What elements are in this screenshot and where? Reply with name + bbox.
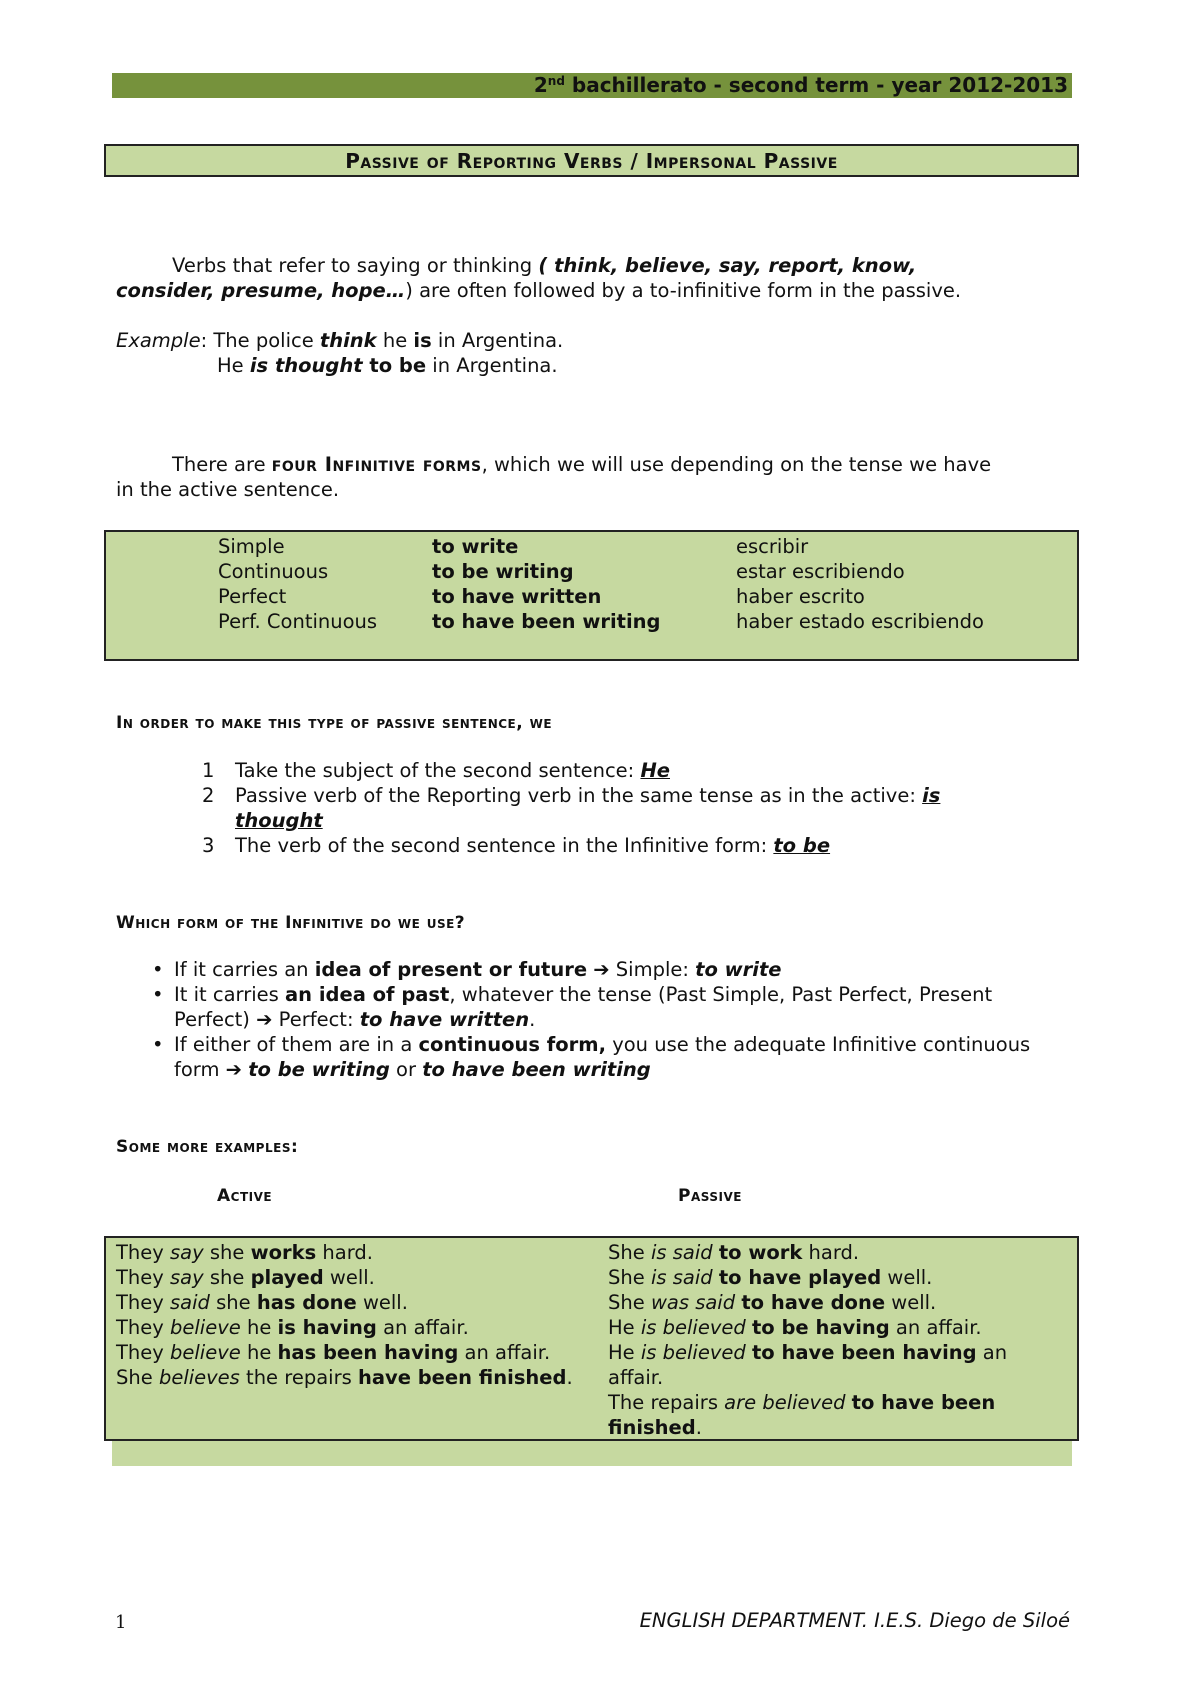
more-examples-heading: Some more examples:: [116, 1137, 299, 1157]
table-cell-spanish: haber estado escribiendo: [736, 610, 984, 633]
infinitive-forms-table: [104, 530, 1079, 661]
example-row: They said she has done well.: [116, 1291, 408, 1314]
table-cell-name: Perfect: [218, 585, 287, 608]
example-row: She is said to have played well.: [608, 1266, 933, 1289]
table-cell-form: to have been writing: [432, 610, 661, 633]
table-cell-name: Perf. Continuous: [218, 610, 378, 633]
example-block: Example: The police think he is in Argentina. He is thought to be in Argentina.: [116, 329, 564, 377]
examples-bottom-bar: [112, 1441, 1072, 1466]
bullet-list: [144, 957, 1064, 1082]
table-cell-spanish: haber escrito: [736, 585, 865, 608]
which-heading: Which form of the Infinitive do we use?: [116, 913, 466, 933]
page-title: Passive of Reporting Verbs / Impersonal Passive: [345, 149, 838, 173]
table-row: [106, 584, 1077, 609]
footer-department: ENGLISH DEPARTMENT. I.E.S. Diego de Siloé: [639, 1609, 1070, 1632]
list-item: 1 Take the subject of the second sentence: He: [202, 759, 670, 782]
example-row: They say she works hard.: [116, 1241, 373, 1264]
header-text: 2nd bachillerato - second term - year 2012-2013: [533, 73, 1068, 97]
example-row: He is believed to be having an affair.: [608, 1316, 982, 1339]
page-number: 1: [115, 1612, 127, 1633]
example-row: The repairs are believed to have been finished.: [608, 1391, 996, 1439]
table-cell-name: Continuous: [218, 560, 329, 583]
passive-column: [608, 1240, 1048, 1440]
steps-list: [202, 758, 1002, 858]
title-box: [104, 144, 1079, 177]
table-cell-spanish: estar escribiendo: [736, 560, 905, 583]
intro-paragraph: Verbs that refer to saying or thinking ( think, believe, say, report, know, consider, presume, hope…) are often followed by a to-infinitive form in the passive.: [116, 254, 962, 302]
list-item: • It it carries an idea of past, whatever the tense (Past Simple, Past Perfect, Present Perfect) ➔ Perfect: to have written.: [152, 983, 993, 1031]
examples-table: [104, 1236, 1079, 1441]
example-row: He is believed to have been having an affair.: [608, 1341, 1008, 1389]
active-label: Active: [217, 1186, 273, 1206]
list-item: • If it carries an idea of present or future ➔ Simple: to write: [152, 958, 782, 981]
table-cell-form: to write: [432, 535, 519, 558]
passive-label: Passive: [678, 1186, 742, 1206]
table-row: [106, 559, 1077, 584]
table-cell-form: to have written: [432, 585, 602, 608]
list-item: • If either of them are in a continuous form, you use the adequate Infinitive continuous form ➔ to be writing or to have been writing: [152, 1033, 1031, 1081]
four-forms-paragraph: There are four Infinitive forms, which we will use depending on the tense we have in the active sentence.: [116, 453, 992, 501]
table-cell-spanish: escribir: [736, 535, 809, 558]
order-heading: In order to make this type of passive sentence, we: [116, 713, 553, 733]
active-column: [116, 1240, 604, 1390]
example-row: She was said to have done well.: [608, 1291, 937, 1314]
example-row: She believes the repairs have been finished.: [116, 1366, 573, 1389]
table-cell-name: Simple: [218, 535, 285, 558]
list-item: 2 Passive verb of the Reporting verb in the same tense as in the active: is thought: [202, 784, 941, 832]
table-row: [106, 534, 1077, 559]
table-row: [106, 609, 1077, 634]
example-row: They say she played well.: [116, 1266, 375, 1289]
list-item: 3 The verb of the second sentence in the Infinitive form: to be: [202, 834, 831, 857]
example-row: They believe he has been having an affair.: [116, 1341, 551, 1364]
example-row: They believe he is having an affair.: [116, 1316, 469, 1339]
example-row: She is said to work hard.: [608, 1241, 860, 1264]
table-cell-form: to be writing: [432, 560, 574, 583]
